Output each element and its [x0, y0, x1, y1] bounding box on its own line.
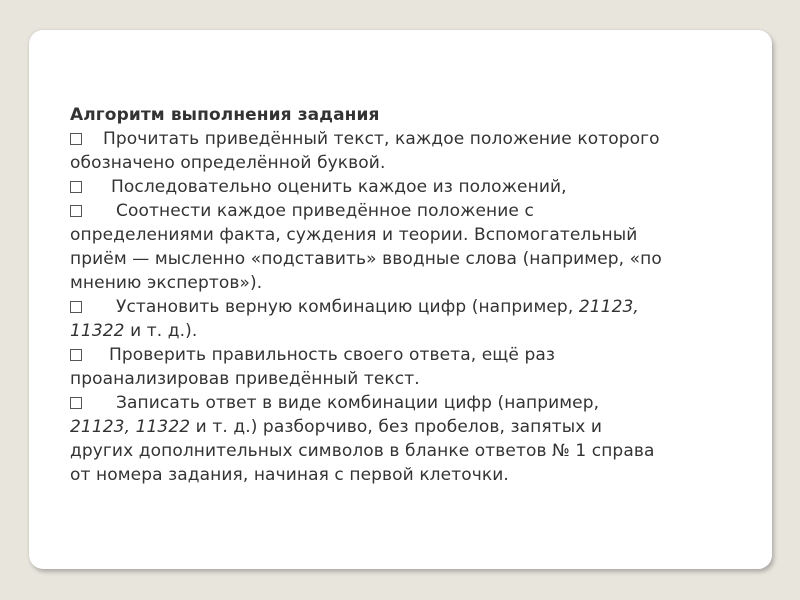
step-1-line-1: Прочитать приведённый текст, каждое положение которого — [70, 127, 760, 151]
step-4-line-2: 11322 и т. д.). — [70, 321, 198, 341]
step-6-line-4: от номера задания, начиная с первой клеточки. — [70, 465, 509, 485]
step-1-line-2: обозначено определённой буквой. — [70, 153, 386, 173]
checkbox-icon — [70, 181, 82, 193]
step-5-line-2: проанализировав приведённый текст. — [70, 369, 420, 389]
algorithm-text — [70, 103, 760, 487]
checkbox-icon — [70, 301, 82, 313]
checkbox-icon — [70, 349, 82, 361]
step-3-line-4: мнению экспертов»). — [70, 273, 263, 293]
checkbox-icon — [70, 397, 82, 409]
step-5-line-1: Проверить правильность своего ответа, ещё раз — [70, 343, 760, 367]
step-3-line-2: определениями факта, суждения и теории. Вспомогательный — [70, 225, 638, 245]
checkbox-icon — [70, 133, 82, 145]
slide-card — [29, 30, 772, 569]
step-6-line-1: Записать ответ в виде комбинации цифр (например, — [70, 391, 760, 415]
step-6-line-3: других дополнительных символов в бланке ответов № 1 справа — [70, 441, 655, 461]
algorithm-title: Алгоритм выполнения задания — [70, 105, 380, 125]
step-3-line-1: Соотнести каждое приведённое положение с — [70, 199, 760, 223]
step-3-line-3: приём — мысленно «подставить» вводные слова (например, «по — [70, 249, 662, 269]
step-6-line-2: 21123, 11322 и т. д.) разборчиво, без пробелов, запятых и — [70, 417, 603, 437]
step-2-line-1: Последовательно оценить каждое из положений, — [70, 175, 760, 199]
checkbox-icon — [70, 205, 82, 217]
step-4-line-1: Установить верную комбинацию цифр (например, 21123, — [70, 295, 760, 319]
